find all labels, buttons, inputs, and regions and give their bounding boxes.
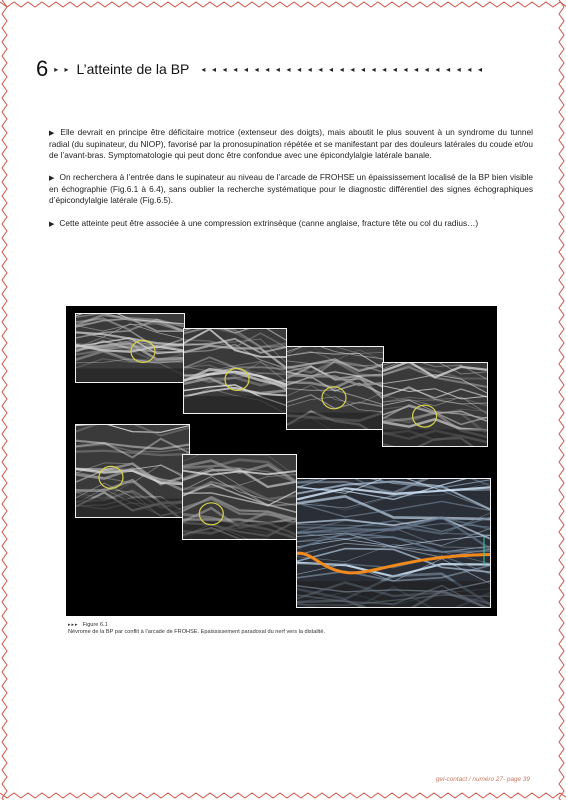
bullet-triangle-icon: ▶ xyxy=(49,220,55,228)
scan-shadow xyxy=(383,429,487,446)
ultrasound-image xyxy=(183,328,287,414)
ultrasound-scan xyxy=(184,329,286,413)
scan-shadow xyxy=(184,396,286,413)
ultrasound-image xyxy=(75,313,185,383)
ultrasound-image-large xyxy=(296,478,491,608)
ultrasound-scan xyxy=(183,455,296,539)
bullet-triangle-icon: ▶ xyxy=(49,130,56,137)
ultrasound-scan xyxy=(76,314,184,382)
caption-label: Figure 6.1 xyxy=(82,622,108,628)
page-border-right xyxy=(556,0,566,800)
caption-label-line xyxy=(68,622,498,629)
ultrasound-scan xyxy=(287,347,383,429)
page-footer: gel-contact / numéro 27- page 39 xyxy=(435,776,530,783)
page-border-top xyxy=(0,0,566,10)
paragraph-text: Elle devrait en principe être déficitaire motrice (extenseur des doigts), mais aboutit le plus souvent à un syndrome du tunnel radial (du supinateur, du NIOP), favorisé par la pronosupination répétée et se manifestant par des douleurs latérales du coude et/ou de l’avant-bras. Symptomatologie qui peut donc être confondue avec une épicondylalgie latérale banale. xyxy=(49,127,533,161)
page-border-left xyxy=(0,0,10,800)
scan-shadow xyxy=(287,413,383,429)
chapter-number: 6 xyxy=(36,56,49,81)
chapter-header xyxy=(36,56,536,82)
paragraph xyxy=(49,172,533,206)
bullet-triangle-icon: ▶ xyxy=(49,175,55,183)
chapter-title: L’atteinte de la BP xyxy=(76,61,190,77)
ultrasound-scan xyxy=(76,425,189,517)
paragraph-text: Cette atteinte peut être associée à une compression extrinsèque (canne anglaise, fracture tête ou col du radius…) xyxy=(59,217,479,228)
figure-caption xyxy=(68,622,498,636)
arrow-left-icon: ◂ ◂ ◂ ◂ ◂ ◂ ◂ ◂ ◂ ◂ ◂ ◂ ◂ ◂ ◂ ◂ ◂ ◂ ◂ ◂ ◂ ◂ ◂ ◂ ◂ ◂ ◂ xyxy=(201,64,485,74)
paragraph-text: On recherchera à l’entrée dans le supinateur au niveau de l’arcade de FROHSE un épaississement localisé de la BP bien visible en échographie (Fig.6.1 à 6.4), sans oublier la recherche systématique pour le diagnostic différentiel des signes échographiques d’épicondylalgie latérale (Fig.6.5). xyxy=(49,172,533,206)
arrow-right-icon: ▸ ▸ xyxy=(54,64,71,74)
body-text xyxy=(49,127,533,241)
ultrasound-image xyxy=(75,424,190,518)
scan-shadow xyxy=(297,581,490,607)
ultrasound-image xyxy=(286,346,384,430)
scan-shadow xyxy=(183,522,296,539)
caption-text: Névrome de la BP par conflit à l’arcade de FROHSE. Epaississement paradoxal du nerf vers la distalité. xyxy=(68,629,326,635)
scan-shadow xyxy=(76,499,189,517)
paragraph xyxy=(49,127,533,161)
scan-shadow xyxy=(76,368,184,382)
ultrasound-scan xyxy=(297,479,490,607)
ultrasound-image xyxy=(382,362,488,447)
ultrasound-scan xyxy=(383,363,487,446)
page-border-bottom xyxy=(0,790,566,800)
ultrasound-figure xyxy=(66,306,497,616)
ultrasound-image xyxy=(182,454,297,540)
arrow-right-icon: ▸▸▸ xyxy=(68,622,79,628)
paragraph xyxy=(49,218,533,230)
